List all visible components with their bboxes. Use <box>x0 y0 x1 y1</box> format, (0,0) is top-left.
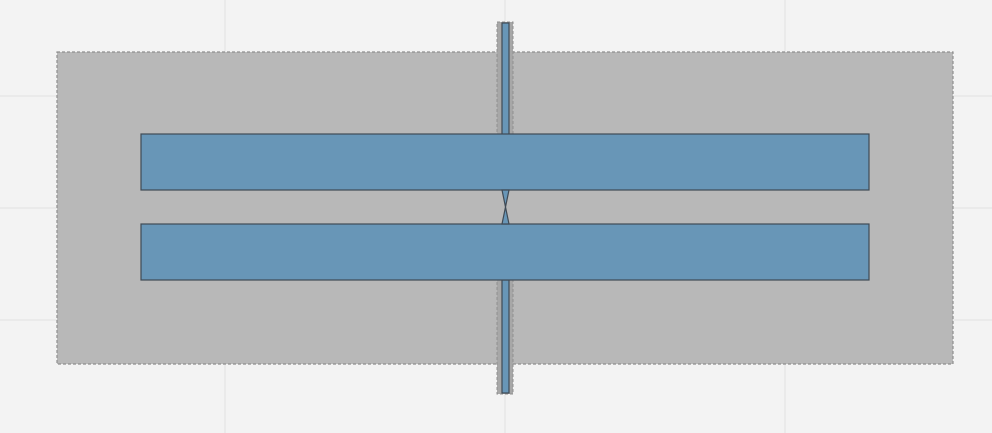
bottom-feedline <box>502 280 509 393</box>
top-feedline <box>502 23 509 135</box>
upper-electrode <box>141 134 869 190</box>
lower-electrode <box>141 224 869 280</box>
